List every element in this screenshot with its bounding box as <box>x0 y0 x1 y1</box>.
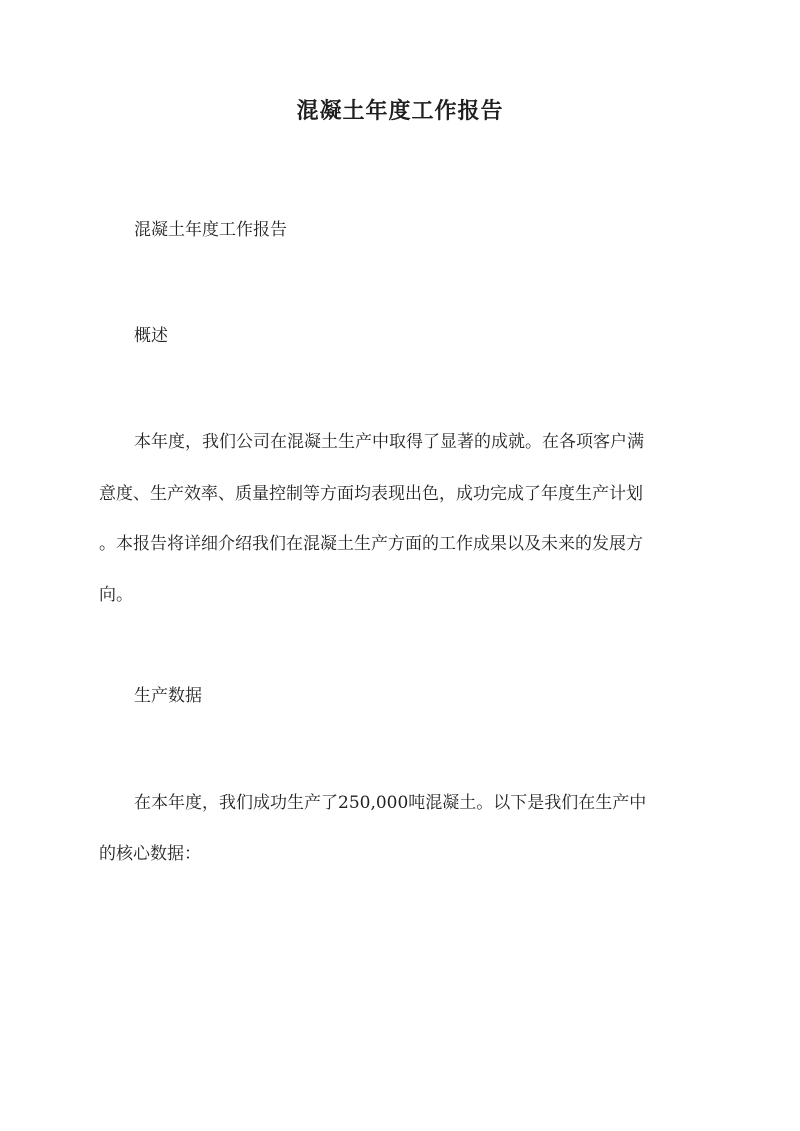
overview-heading: 概述 <box>134 326 168 346</box>
production-line-2: 的核心数据： <box>99 844 201 864</box>
overview-line-3: 。本报告将详细介绍我们在混凝土生产方面的工作成果以及未来的发展方 <box>99 534 643 554</box>
production-heading: 生产数据 <box>134 686 202 706</box>
overview-line-4: 向。 <box>99 585 133 605</box>
overview-line-1: 本年度，我们公司在混凝土生产中取得了显著的成就。在各项客户满 <box>134 432 644 452</box>
overview-line-2: 意度、生产效率、质量控制等方面均表现出色，成功完成了年度生产计划 <box>99 484 643 504</box>
document-title: 混凝土年度工作报告 <box>296 98 504 124</box>
production-line-1: 在本年度，我们成功生产了250,000吨混凝土。以下是我们在生产中 <box>134 793 647 813</box>
report-subtitle: 混凝土年度工作报告 <box>134 220 287 240</box>
